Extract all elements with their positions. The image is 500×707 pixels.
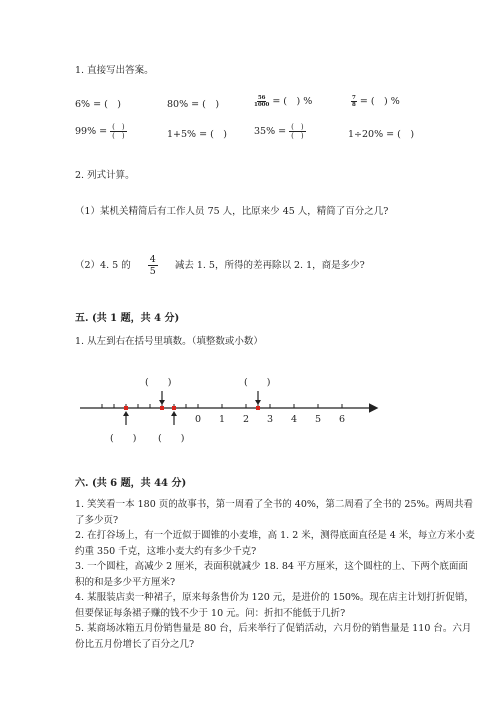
q2-problem-1: （1）某机关精简后有工作人员 75 人，比原来少 45 人，精简了百分之几? — [75, 206, 389, 217]
fraction-numerator: 7 — [352, 95, 356, 101]
q1-row2-b: 1+5% = ( ) — [167, 129, 227, 140]
fraction-numerator: 56 — [257, 95, 266, 101]
section-6-item-2: 2. 在打谷场上，有一个近似于圆锥的小麦堆，高 1. 2 米，测得底面直径是 4 米，每立方米小麦约重 350 千克，这堆小麦大约有多少千克? — [75, 530, 475, 557]
tick-label: 6 — [338, 414, 346, 425]
section-6-item-3: 3. 一个圆柱，高减少 2 厘米，表面积就减少 18. 84 平方厘米，这个圆柱的上、下两个底面面积的和是多少平方厘米? — [75, 561, 468, 588]
fraction-denominator: 1000 — [254, 102, 270, 108]
blank-bottom-1[interactable]: ( ) — [110, 433, 137, 444]
red-point — [160, 406, 164, 410]
tick-label: 0 — [194, 414, 202, 425]
expr-eq: = — [96, 126, 111, 137]
fraction-denominator: 8 — [352, 102, 356, 108]
red-point — [172, 406, 176, 410]
expr-tail: = ( ) % — [356, 96, 400, 107]
number-line-labels — [195, 414, 345, 425]
tick-label: 5 — [314, 414, 322, 425]
expr-lead: 35% — [254, 126, 276, 137]
expr-tail: = ( ) — [188, 99, 220, 110]
blank-top-1[interactable]: ( ) — [145, 377, 172, 388]
expr-tail: = ( ) % — [269, 96, 313, 107]
red-point — [256, 406, 260, 410]
expr-lead: 6% — [75, 99, 91, 110]
expr-lead: 99% — [75, 126, 97, 137]
expr-lead: 80% — [167, 99, 189, 110]
fraction-denominator: 5 — [149, 266, 156, 277]
blank-bottom-2[interactable]: ( ) — [158, 433, 185, 444]
blank-denominator: ( ) — [112, 132, 125, 140]
blank-top-2[interactable]: ( ) — [244, 377, 271, 388]
expr-eq: = — [275, 126, 290, 137]
expr-tail: = ( ) — [90, 99, 121, 110]
section-6-item-5: 5. 某商场冰箱五月份销售量是 80 台，后来举行了促销活动，六月份的销售量是 110 台。六月份比五月份增长了百分之几? — [75, 623, 472, 650]
blank-numerator: ( ) — [112, 123, 125, 131]
section-6-title: 六. (共 6 题，共 44 分) — [75, 478, 187, 489]
problem-text-post: 减去 1. 5，所得的差再除以 2. 1，商是多少? — [174, 260, 365, 271]
tick-label: 2 — [242, 414, 250, 425]
fraction-numerator: 4 — [149, 254, 156, 265]
blank-denominator: ( ) — [291, 132, 304, 140]
tick-label: 1 — [218, 414, 226, 425]
problem-text-pre: （2）4. 5 的 — [75, 260, 131, 271]
blank-numerator: ( ) — [291, 123, 304, 131]
q1-row2-d: 1÷20% = ( ) — [348, 129, 415, 140]
red-point — [124, 406, 128, 410]
tick-label: 3 — [266, 414, 274, 425]
q1-heading: 1. 直接写出答案。 — [75, 65, 154, 76]
section-6-item-1: 1. 笑笑看一本 180 页的故事书，第一周看了全书的 40%，第二周看了全书的 25%。两周共看了多少页? — [75, 499, 474, 526]
tick-label: 4 — [290, 414, 298, 425]
section-5-question: 1. 从左到右在括号里填数。（填整数或小数） — [75, 336, 263, 347]
section-5-title: 五. (共 1 题，共 4 分) — [75, 313, 180, 324]
q2-heading: 2. 列式计算。 — [75, 170, 135, 181]
section-6-item-4: 4. 某服装店卖一种裙子，原来每条售价为 120 元，是进价的 150%。现在店主计划打折促销，但要保证每条裙子赚的钱不少于 10 元。问：折扣不能低于几折? — [75, 592, 474, 619]
